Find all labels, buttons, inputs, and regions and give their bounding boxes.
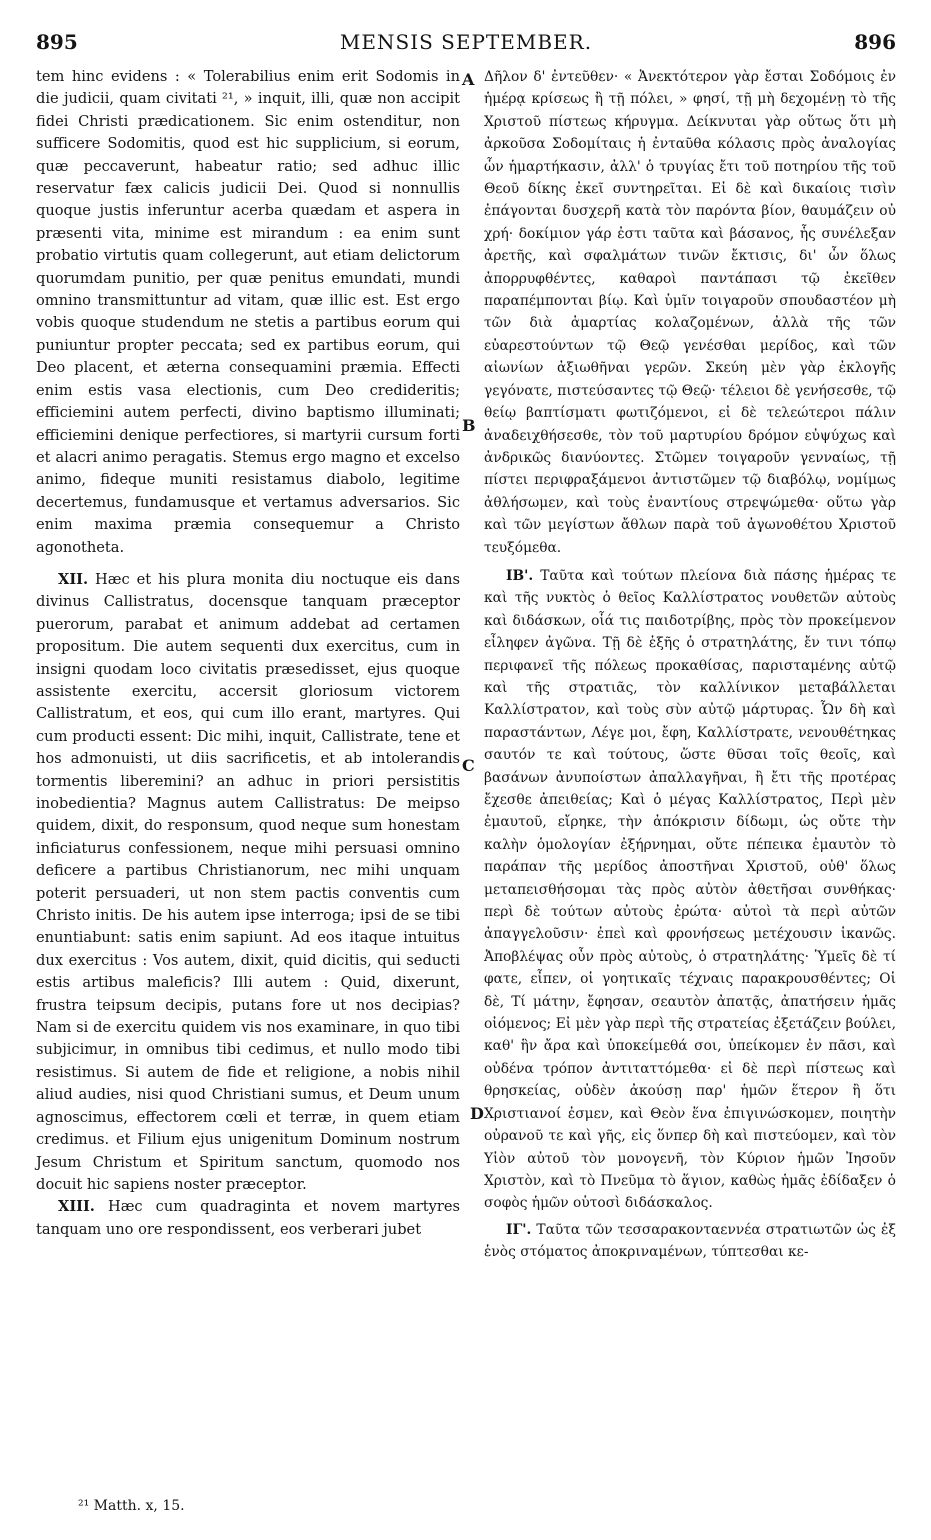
section-number: XII. xyxy=(58,570,89,588)
latin-section-text: Hæc cum quadraginta et novem martyres tanquam uno ore respondissent, eos verberari jubet xyxy=(36,1198,461,1238)
section-number: ΙΒ'. xyxy=(506,567,534,584)
page-header xyxy=(36,30,896,56)
page-number-right: 896 xyxy=(854,30,896,54)
greek-section-13 xyxy=(484,1219,896,1264)
margin-letter-b: B xyxy=(462,416,476,435)
footnote: ²¹ Matth. x, 15. xyxy=(78,1498,185,1514)
greek-section-12 xyxy=(484,565,896,1215)
running-title: MENSIS SEPTEMBER. xyxy=(339,30,593,54)
latin-section-xii xyxy=(36,569,460,1196)
margin-letter-a: A xyxy=(462,70,475,89)
greek-paragraph: Δῆλον δ' ἐντεῦθεν· « Ἀνεκτότερον γὰρ ἔσται Σοδόμοις ἐν ἡμέρᾳ κρίσεως ἢ τῇ πόλει, » φησί, τῇ μὴ δεχομένῃ τὸ τῆς Χριστοῦ πίστεως κήρυγμα. Δείκνυται γὰρ οὕτως ὅτι μὴ ἀρκοῦσα Σοδομίταις ἡ ἐνταῦθα κόλασις πρὸς ἀναλογίας ὧν ἡμαρτήκασιν, ἀλλ' ὁ τρυγίας ἔτι τοῦ ποτηρίου τῆς τοῦ Θεοῦ δίκης ἐκεῖ συντηρεῖται. Εἰ δὲ καὶ δικαίοις τισὶν ἐπάγονται δυσχερῆ κατὰ τὸν παρόντα βίον, θαυμάζειν οὐ χρή· δοκίμιον γάρ ἐστι ταῦτα καὶ βάσανος, ἧς συνέλεξαν ἀρετῆς, καὶ σφαλμάτων τινῶν ἔκτισις, δι' ὧν ὅλως ἀπορρυφθέντες, καθαροὶ παντάπασι τῷ ἐκεῖθεν παραπέμπονται βίῳ. Καὶ ὑμῖν τοιγαροῦν σπουδαστέον μὴ τῶν διὰ ἁμαρτίας κολαζομένων, ἀλλὰ τῆς τῶν εὐαρεστούντων τῷ Θεῷ γενέσθαι μερίδος, καὶ τῶν αἰωνίων ἀξιωθῆναι γερῶν. Σκεύη μὲν γὰρ ἐκλογῆς γεγόνατε, πιστεύσαντες τῷ Θεῷ· τέλειοι δὲ γενήσεσθε, τῷ θείῳ βαπτίσματι φωτιζόμενοι, εἰ δὲ τελεώτεροι πάλιν ἀναδειχθήσεσθε, τὸν τοῦ μαρτυρίου δρόμον εὐψύχως καὶ ἀνδρικῶς διανύοντες. Στῶμεν τοιγαροῦν γενναίως, τῇ πίστει περιφραξάμενοι ἀντιστῶμεν τῷ διαβόλῳ, νομίμως ἀθλήσωμεν, καὶ τοὺς ἐναντίους στρεψώμεθα· οὕτω γὰρ καὶ τῶν μεγίστων ἄθλων παρὰ τοῦ ἀγωνοθέτου Χριστοῦ τευξόμεθα. xyxy=(484,69,896,556)
margin-letter-d: D xyxy=(470,1104,484,1123)
greek-section-text: Ταῦτα καὶ τούτων πλείονα διὰ πάσης ἡμέρας τε καὶ τῆς νυκτὸς ὁ θεῖος Καλλίστρατος νουθετῶν αὐτοὺς καὶ διδάσκων, οἷά τις παιδοτρίβης, πρὸς τὸν προκείμενον εἶληφεν ἀγῶνα. Τῇ δὲ ἑξῆς ὁ στρατηλάτης, ἔν τινι τόπῳ περιφανεῖ τῆς πόλεως προκαθίσας, παρισταμένης αὐτῷ καὶ τῆς στρατιᾶς, τὸν καλλίνικον μεταβάλλεται Καλλίστρατον, καὶ τοὺς σὺν αὐτῷ μάρτυρας. Ὧν δὴ καὶ παραστάντων, Λέγε μοι, ἔφη, Καλλίστρατε, νενουθέτηκας σαυτόν τε καὶ τούτους, ὥστε θῦσαι τοῖς θεοῖς, καὶ βασάνων ἀνυποίστων ἀπαλλαγῆναι, ἢ ἔτι τῆς προτέρας ἔχεσθε ἀπειθείας; Καὶ ὁ μέγας Καλλίστρατος, Περὶ μὲν ἐμαυτοῦ, εἴρηκε, τὴν ἀπόκρισιν δίδωμι, ὡς οὔτε τὴν καλὴν ὁμολογίαν ἐξήρνημαι, οὔτε πέπεικα ἐμαυτὸν τὸ παράπαν τῆς μερίδος ἀποστῆναι Χριστοῦ, οὐθ' ὅλως μεταπεισθήσομαι τὰς πρὸς αὐτὸν ἀθετῆσαι συνθήκας· περὶ δὲ τούτων αὐτοὺς ἐρώτα· αὐτοὶ τὰ περὶ αὐτῶν ἀπαγγελοῦσιν· ἐπεὶ καὶ φρονήσεως μετέχουσιν ἱκανῶς. Ἀποβλέψας οὖν πρὸς αὐτοὺς, ὁ στρατηλάτης· Ὑμεῖς δὲ τί φατε, εἶπεν, οἱ γοητικαῖς τέχναις παρακρουσθέντες; Οἱ δὲ, Τί μάτην, ἔφησαν, σεαυτὸν ἀπατᾷς, ἀπατήσειν ἡμᾶς οἰόμενος; Εἰ μὲν γὰρ περὶ τῆς στρατείας ἐξετάζειν βούλει, καθ' ἣν ἄρα καὶ ὑποκείμεθά σοι, ὑπείκομεν ἐν πᾶσι, καὶ οὐδένα τρόπον ἀντιταττόμεθα· εἰ δὲ περὶ πίστεως καὶ θρησκείας, οὐδὲν ἀκούσῃ παρ' ἡμῶν ἕτερον ἢ ὅτι Χριστιανοί ἐσμεν, καὶ Θεὸν ἕνα ἐπιγινώσκομεν, ποιητὴν οὐρανοῦ τε καὶ γῆς, εἰς ὅνπερ δὴ καὶ πιστεύομεν, καὶ τὸν Υἱὸν αὐτοῦ τὸν μονογενῆ, τὸν Κύριον ἡμῶν Ἰησοῦν Χριστὸν, καὶ τὸ Πνεῦμα τὸ ἅγιον, καθὼς ἡμᾶς ἐδίδαξεν ὁ σοφὸς ἡμῶν οὑτοσὶ διδάσκαλος. xyxy=(484,567,897,1212)
section-number: XIII. xyxy=(58,1198,95,1216)
latin-column xyxy=(36,66,460,1241)
latin-section-xiii xyxy=(36,1196,460,1241)
greek-column xyxy=(484,66,896,1264)
page-number-left: 895 xyxy=(36,30,78,54)
greek-section-text: Ταῦτα τῶν τεσσαρακονταεννέα στρατιωτῶν ὡς ἐξ ἑνὸς στόματος ἀποκριναμένων, τύπτεσθαι κε- xyxy=(484,1221,896,1261)
latin-section-text: Hæc et his plura monita diu noctuque eis dans divinus Callistratus, docensque tanquam præceptor puerorum, parabat et animum addebat ad certamen propositum. Die autem sequenti dux exercitus, cum in insigni quodam loco civitatis præsedisset, ejus quoque assistente exercitu, accersit gloriosum victorem Callistratum, et eos, qui cum illo erant, martyres. Qui cum producti essent: Dic mihi, inquit, Callistrate, tene et hos admonuisti, ut diis sacrificetis, et ab intolerandis tormentis liberemini? an adhuc in priori persistitis inobedientia? Magnus autem Callistratus: De meipso quidem, dixit, do responsum, quod neque sum honestam inficiaturus confessionem, neque mihi persuasi omnino deficere a partibus Christianorum, nec mihi unquam poterit persuaderi, ut non stem pactis conventis cum Christo initis. De his autem ipse interroga; ipsi de se tibi enuntiabunt: satis enim sapiunt. Ad eos itaque intuitus dux exercitus : Vos autem, dixit, quid dicitis, qui seducti estis artibus maleficis? Illi autem : Quid, dixerunt, frustra teipsum decipis, putans fore ut nos decipias? Nam si de exercitu quidem vis nos examinare, in quo tibi subjicimur, in omnibus tibi cedimus, et nullo modo tibi resistimus. Si autem de fide et religione, a nobis nihil aliud audies, nisi quod Christiani sumus, et Deum unum agnoscimus, effectorem cœli et terræ, in quem etiam credimus. et Filium ejus unigenitum Dominum nostrum Jesum Christum et Spiritum sanctum, quomodo nos docuit hic sapiens noster præceptor. xyxy=(36,570,461,1193)
margin-letter-c: C xyxy=(462,756,475,775)
section-number: ΙΓ'. xyxy=(506,1221,532,1238)
latin-paragraph: tem hinc evidens : « Tolerabilius enim erit Sodomis in die judicii, quam civitati ²¹, » inquit, illi, quæ non accipit fidei Christi prædicationem. Sic enim ostenditur, non sufficere Sodomitis, quod est hic supplicium, si eorum, quæ peccaverunt, habeatur ratio; sed adhuc illic reservatur fæx calicis judicii Dei. Quod si nonnullis quoque justis inferuntur acerba quædam et aspera in præsenti vita, minime est mirandum : ea enim sunt probatio virtutis quam collegerunt, aut etiam delictorum quorumdam punitio, per quæ penitus emundati, mundi omnino transmittuntur ad vitam, quæ illic est. Est ergo vobis quoque studendum ne stetis a partibus eorum qui puniuntur propter peccata; sed ex partibus eorum, qui Deo placent, et æterna consequamini præmia. Effecti enim estis vasa electionis, cum Deo credideritis; efficiemini autem perfecti, divino baptismo illuminati; efficiemini denique perfectiores, si martyrii cursum forti et alacri animo peragatis. Stemus ergo magno et excelso animo, fideque muniti resistamus diabolo, legitime decertemus, fundamusque et vertamus adversarios. Sic enim maxima præmia consequemur a Christo agonotheta. xyxy=(36,68,460,556)
